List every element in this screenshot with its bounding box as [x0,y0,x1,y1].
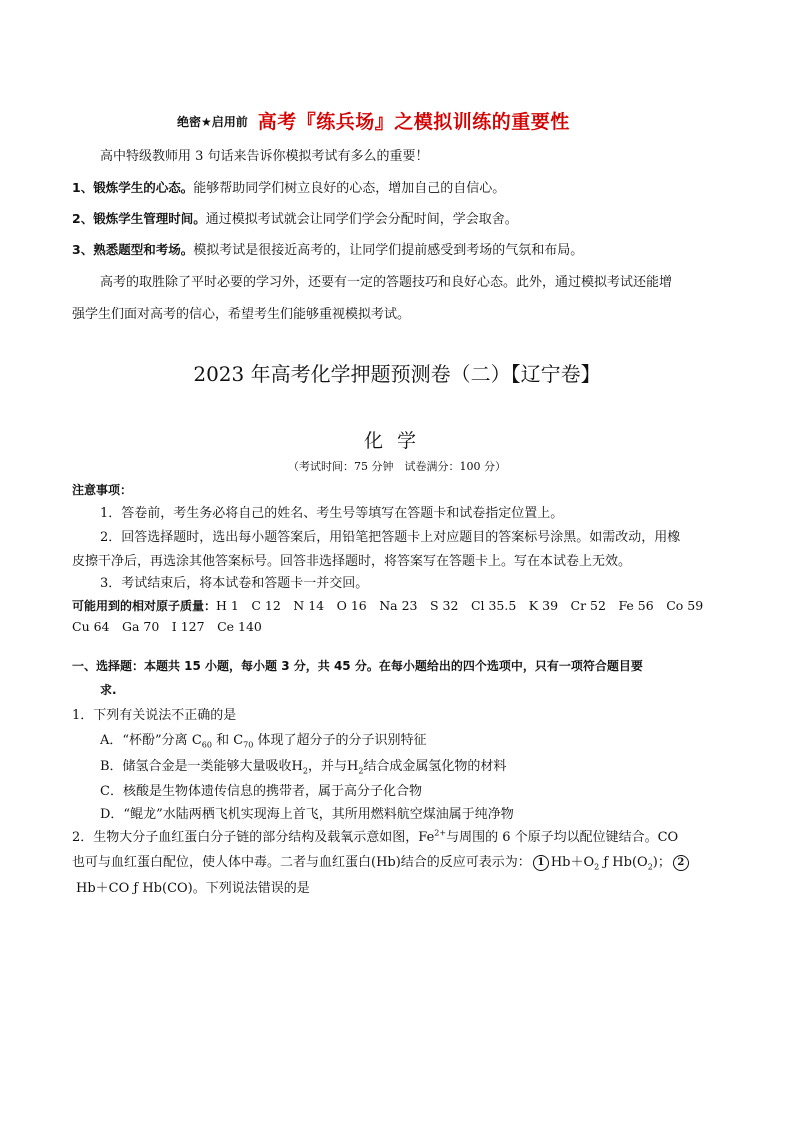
section-heading: 一、选择题：本题共 15 小题，每小题 3 分，共 45 分。在每小题给出的四个选项中，只有一项符合题目要 [72,659,643,673]
notice-item-3: 3．考试结束后，将本试卷和答题卡一并交回。 [100,576,369,591]
exam-title: 2023 年高考化学押题预测卷（二）【辽宁卷】 [193,362,601,386]
intro-closing-line-1: 高考的取胜除了平时必要的学习外，还要有一定的答题技巧和良好心态。此外，通过模拟考试还能增 [100,275,673,290]
notice-heading: 注意事项： [72,483,133,497]
question-1-option-a: A．“杯酚”分离 $C_{60}$ 和 $C_{70}$ 体现了超分子的分子识别特征 [100,733,427,750]
question-1-option-d: D．“鲲龙”水陆两栖飞机实现海上首飞，其所用燃料航空煤油属于纯净物 [100,807,514,822]
question-1-option-c: C．核酸是生物体遗传信息的携带者，属于高分子化合物 [100,784,422,799]
question-1-option-b: B．储氢合金是一类能够大量吸收$H_2$，并与$H_2$结合成金属氢化物的材料 [100,759,507,776]
question-2-line-1: 2．生物大分子血红蛋白分子链的部分结构及载氧示意如图，$Fe^{2+}$与周围的 6 个原子均以配位键结合。CO [72,828,679,845]
intro-lead: 高中特级教师用 3 句话来告诉你模拟考试有多么的重要！ [100,149,429,164]
header-line [177,104,570,134]
intro-point-1: 1、锻炼学生的心态。能够帮助同学们树立良好的心态，增加自己的自信心。 [72,180,506,196]
section-heading-cont: 求. [100,683,117,697]
question-1-stem: 1．下列有关说法不正确的是 [72,708,237,723]
atomic-mass-line-2: Cu 64 Ga 70 I 127 Ce 140 [72,619,262,634]
circled-number-2: 2 [673,855,689,871]
notice-item-2-cont: 皮擦干净后，再选涂其他答案标号。回答非选择题时，将答案写在答题卡上。写在本试卷上无效。 [72,554,632,569]
exam-info: （考试时间：75 分钟 试卷满分：100 分） [288,460,506,473]
notice-item-2: 2．回答选择题时，选出每小题答案后，用铅笔把答题卡上对应题目的答案标号涂黑。如需改动，用橡 [100,530,681,545]
confidential-label: 绝密★启用前 [177,115,248,129]
circled-number-1: 1 [533,855,549,871]
question-2-line-3: Hb＋CO ƒ Hb(CO)。下列说法错误的是 [76,881,310,896]
intro-point-3: 3、熟悉题型和考场。模拟考试是很接近高考的，让同学们提前感受到考场的气氛和布局。 [72,242,584,258]
subject-title: 化学 [363,430,430,452]
atomic-mass-line-1: 可能用到的相对原子质量：H 1 C 12 N 14 O 16 Na 23 S 32 Cl 35.5 K 39 Cr 52 Fe 56 Co 59 [72,598,704,613]
question-2-line-2: 也可与血红蛋白配位，使人体中毒。二者与血红蛋白(Hb)结合的反应可表示为： 1 $Hb+O_2$ ƒ $Hb(O_2)$； 2 [72,851,691,872]
intro-point-2: 2、锻炼学生管理时间。通过模拟考试就会让同学们学会分配时间，学会取舍。 [72,211,518,227]
intro-closing-line-2: 强学生们面对高考的信心，希望考生们能够重视模拟考试。 [72,307,411,322]
headline: 高考『练兵场』之模拟训练的重要性 [257,111,570,133]
notice-item-1: 1．答卷前，考生务必将自己的姓名、考生号等填写在答题卡和试卷指定位置上。 [100,506,564,521]
